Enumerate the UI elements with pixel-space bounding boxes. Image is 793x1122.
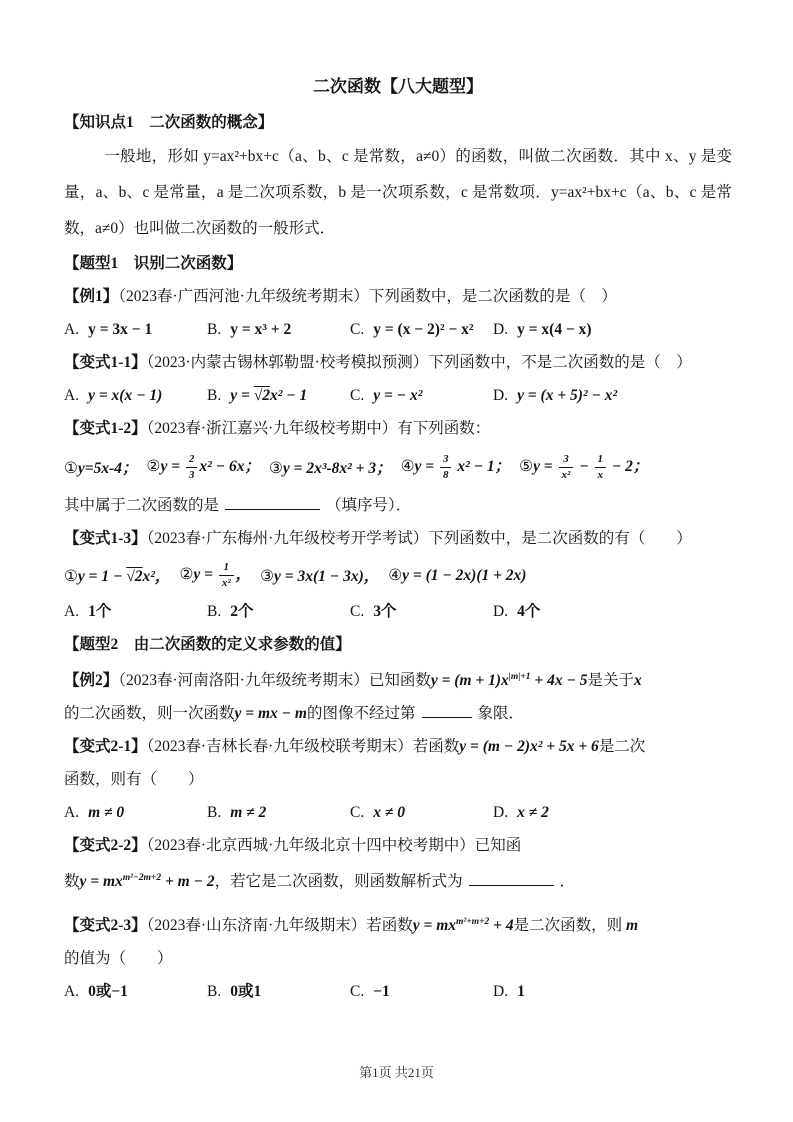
formula-part: + m − 2 xyxy=(161,873,215,890)
exponent: m²−2m+2 xyxy=(122,873,162,883)
circled-number: ① xyxy=(64,460,78,477)
example2-text4: 象限． xyxy=(477,705,525,722)
variant1-2-question xyxy=(64,412,732,445)
denominator: x² xyxy=(561,468,571,481)
variant2-2-question-line2 xyxy=(64,862,732,898)
fraction xyxy=(559,453,574,480)
formula xyxy=(80,873,215,890)
radical: √2 xyxy=(253,387,270,404)
option-a xyxy=(64,313,207,346)
option-formula: y = x(x − 1) xyxy=(88,387,163,404)
option-value: −1 xyxy=(373,983,390,1000)
variant2-1-options xyxy=(64,796,732,829)
option-formula: y = (x − 2)² − x² xyxy=(373,321,474,338)
variant2-3-question-line2: 的值为（ ） xyxy=(64,950,173,967)
option-formula: y = (x + 5)² − x² xyxy=(517,387,618,404)
formula-part: ， xyxy=(235,566,252,584)
option-d xyxy=(493,796,636,829)
option-letter: B. xyxy=(207,983,222,1000)
variable-m: m xyxy=(625,917,639,934)
option-letter: B. xyxy=(207,603,222,620)
option-d xyxy=(493,379,636,412)
function-item-1 xyxy=(64,564,170,586)
fill-suffix: （填序号）． xyxy=(326,497,412,514)
option-formula: m ≠ 0 xyxy=(88,804,125,821)
option-value: 1个 xyxy=(88,603,112,620)
formula: y=5x-4； xyxy=(77,460,138,477)
formula-part: y = xyxy=(193,566,217,584)
option-letter: C. xyxy=(350,603,365,620)
circled-number: ② xyxy=(179,566,194,584)
option-letter: C. xyxy=(350,321,365,338)
answer-blank xyxy=(225,494,320,510)
variant1-3-function-list xyxy=(64,555,732,595)
denominator: 3 xyxy=(188,468,195,481)
example2-text: （2023春·河南洛阳·九年级统考期末）已知函数 xyxy=(118,672,431,689)
denominator: 8 xyxy=(442,468,449,481)
formula: y = mx − m xyxy=(234,705,307,722)
option-d xyxy=(493,975,636,1008)
formula-part: y = xyxy=(160,458,184,476)
topic2-heading: 【题型2 由二次函数的定义求参数的值】 xyxy=(64,636,351,653)
option-letter: B. xyxy=(207,387,222,404)
option-letter: C. xyxy=(350,387,365,404)
option-value: 4个 xyxy=(517,603,541,620)
option-b xyxy=(207,313,350,346)
option-b xyxy=(207,975,350,1008)
function-item-4 xyxy=(388,566,526,585)
radical: √2 xyxy=(126,568,143,585)
circled-number: ⑤ xyxy=(519,458,534,476)
circled-number: ④ xyxy=(400,458,415,476)
variant1-3-text: （2023春·广东梅州·九年级校考开学考试）下列函数中，是二次函数的有（ ） xyxy=(146,530,692,547)
formula-part: − 2； xyxy=(608,458,649,476)
option-letter: C. xyxy=(350,804,365,821)
option-formula: m ≠ 2 xyxy=(230,804,267,821)
formula-part: y = mx xyxy=(79,873,123,890)
option-formula xyxy=(230,387,307,404)
knowledge-point-paragraph: 一般地，形如 y=ax²+bx+c（a、b、c 是常数，a≠0）的函数，叫做二次函数．其中 x、y 是变量，a、b、c 是常量，a 是二次项系数，b 是一次项系数，c 是常数项．y=ax²+bx+c（a、b、c 是常数，a≠0）也叫做二次函数的一般形式． xyxy=(64,148,732,237)
example2-text2: 的二次函数，则一次函数 xyxy=(64,705,235,722)
option-b xyxy=(207,379,350,412)
option-letter: A. xyxy=(64,603,80,620)
formula-part: y = 1 − xyxy=(77,568,127,585)
variant2-2-text4: ． xyxy=(559,873,576,890)
variant2-2-text: （2023春·北京西城·九年级北京十四中校考期中）已知函 xyxy=(146,837,522,854)
formula-part: y = mx xyxy=(412,917,457,934)
option-formula: x ≠ 2 xyxy=(517,804,549,821)
formula: y = (m − 2)x² + 5x + 6 xyxy=(459,738,599,755)
option-c xyxy=(350,975,493,1008)
example2-label: 【例2】 xyxy=(64,672,119,689)
variant2-2-label: 【变式2-2】 xyxy=(64,837,147,854)
example2-text3: 的图像不经过第 xyxy=(306,705,416,722)
option-value: 1 xyxy=(517,983,525,1000)
option-value: 0或−1 xyxy=(88,983,128,1000)
page-footer: 第1页 共21页 xyxy=(359,1065,434,1080)
option-letter: A. xyxy=(64,387,80,404)
numerator: 3 xyxy=(440,453,452,467)
variant2-1-question-line2: 函数，则有（ ） xyxy=(64,771,204,788)
formula: y = 2x³-8x² + 3； xyxy=(282,460,392,477)
option-c xyxy=(350,595,493,628)
formula-part: y = xyxy=(533,458,557,476)
example1-options xyxy=(64,313,732,346)
option-formula: x ≠ 0 xyxy=(373,804,405,821)
variant2-1-label: 【变式2-1】 xyxy=(64,738,147,755)
answer-blank xyxy=(469,870,554,886)
function-item-2 xyxy=(179,561,251,588)
circled-number: ③ xyxy=(260,568,275,585)
variant2-3-options xyxy=(64,975,732,1008)
formula-part: + 4 xyxy=(489,917,514,934)
formula xyxy=(431,672,588,689)
fraction xyxy=(219,561,234,588)
option-letter: B. xyxy=(207,804,222,821)
knowledge-point-heading: 【知识点1 二次函数的概念】 xyxy=(64,114,274,131)
option-b xyxy=(207,595,350,628)
exponent: |m|+1 xyxy=(508,672,531,682)
variant1-2-fill-line xyxy=(64,489,732,522)
fraction xyxy=(440,453,452,480)
formula-part: x² − 1 xyxy=(269,387,308,404)
variant2-2-text3: ，若它是二次函数，则函数解析式为 xyxy=(214,873,463,890)
variant1-1-text: （2023·内蒙古锡林郭勒盟·校考模拟预测）下列函数中，不是二次函数的是（ ） xyxy=(146,354,692,371)
variant1-1-label: 【变式1-1】 xyxy=(64,354,147,371)
option-c xyxy=(350,313,493,346)
option-c xyxy=(350,379,493,412)
variant2-1-question-line1 xyxy=(64,730,732,763)
option-letter: D. xyxy=(493,804,509,821)
formula: y = 3x(1 − 3x)， xyxy=(274,568,380,585)
option-letter: D. xyxy=(493,387,509,404)
numerator: 1 xyxy=(219,561,234,575)
option-c xyxy=(350,796,493,829)
option-formula: y = − x² xyxy=(373,387,423,404)
fill-prompt: 其中属于二次函数的是 xyxy=(64,497,220,514)
variant1-1-options xyxy=(64,379,732,412)
numerator: 2 xyxy=(186,453,198,467)
formula xyxy=(413,917,514,934)
formula-part: − xyxy=(575,458,593,476)
variant2-3-tail: 是二次函数，则 xyxy=(513,917,626,934)
formula-part: y = (m + 1)x xyxy=(430,672,509,689)
variant1-3-question xyxy=(64,522,732,555)
formula-part: + 4x − 5 xyxy=(530,672,588,689)
circled-number: ② xyxy=(146,458,161,476)
option-value: 0或1 xyxy=(230,983,262,1000)
formula: y = (1 − 2x)(1 + 2x) xyxy=(402,566,527,584)
option-d xyxy=(493,313,636,346)
example2-question-line1 xyxy=(64,661,732,697)
option-letter: B. xyxy=(207,321,222,338)
option-a xyxy=(64,796,207,829)
option-d xyxy=(493,595,636,628)
option-letter: A. xyxy=(64,321,80,338)
option-letter: A. xyxy=(64,804,80,821)
option-letter: D. xyxy=(493,603,509,620)
function-item-1 xyxy=(64,456,138,478)
variant2-2-question-line1 xyxy=(64,829,732,862)
function-item-3 xyxy=(260,564,379,586)
option-a xyxy=(64,595,207,628)
denominator: x xyxy=(597,468,603,481)
option-value: 3个 xyxy=(373,603,397,620)
variant2-3-label: 【变式2-3】 xyxy=(64,917,147,934)
variant1-3-options xyxy=(64,595,732,628)
variable-x: x xyxy=(634,672,642,689)
option-formula: y = 3x − 1 xyxy=(88,321,153,338)
function-item-2 xyxy=(147,453,260,480)
option-a xyxy=(64,975,207,1008)
exponent: m²+m+2 xyxy=(456,917,490,927)
example1-question xyxy=(64,280,732,313)
variant1-1-question xyxy=(64,346,732,379)
variant2-1-text: （2023春·吉林长春·九年级校联考期末）若函数 xyxy=(146,738,460,755)
option-letter: D. xyxy=(493,983,509,1000)
example1-label: 【例1】 xyxy=(64,288,119,305)
formula-part: y = xyxy=(414,458,438,476)
circled-number: ④ xyxy=(388,566,403,584)
function-item-5 xyxy=(519,453,648,480)
formula-part: y = xyxy=(230,387,254,404)
variant1-2-text: （2023春·浙江嘉兴·九年级校考期中）有下列函数： xyxy=(146,420,491,437)
variant1-2-function-list xyxy=(64,445,732,489)
page-content xyxy=(64,72,732,1008)
fraction xyxy=(595,453,607,480)
option-value: 2个 xyxy=(230,603,254,620)
option-formula: y = x(4 − x) xyxy=(517,321,592,338)
function-item-3 xyxy=(269,456,392,478)
option-formula: y = x³ + 2 xyxy=(230,321,292,338)
numerator: 1 xyxy=(595,453,607,467)
example2-tail: 是关于 xyxy=(587,672,635,689)
formula-part: x² − 1； xyxy=(453,458,511,476)
circled-number: ① xyxy=(64,568,78,585)
variant1-2-label: 【变式1-2】 xyxy=(64,420,147,437)
circled-number: ③ xyxy=(268,460,283,477)
option-letter: A. xyxy=(64,983,80,1000)
variant2-1-tail: 是二次 xyxy=(598,738,646,755)
option-a xyxy=(64,379,207,412)
function-item-4 xyxy=(401,453,511,480)
answer-blank xyxy=(422,702,472,718)
document-title: 二次函数【八大题型】 xyxy=(313,77,483,96)
example2-question-line2 xyxy=(64,697,732,730)
fraction xyxy=(186,453,198,480)
option-b xyxy=(207,796,350,829)
formula-part: x²， xyxy=(142,568,171,585)
option-letter: C. xyxy=(350,983,365,1000)
denominator: x² xyxy=(221,576,231,589)
variant1-3-label: 【变式1-3】 xyxy=(64,530,147,547)
formula-part: x² − 6x； xyxy=(199,458,260,476)
numerator: 3 xyxy=(559,453,574,467)
topic1-heading: 【题型1 识别二次函数】 xyxy=(64,255,243,272)
variant2-2-text2: 数 xyxy=(64,873,80,890)
example1-text: （2023春·广西河池·九年级统考期末）下列函数中，是二次函数的是（ ） xyxy=(118,288,617,305)
option-letter: D. xyxy=(493,321,509,338)
variant2-3-question-line1 xyxy=(64,906,732,942)
variant2-3-text: （2023春·山东济南·九年级期末）若函数 xyxy=(146,917,413,934)
